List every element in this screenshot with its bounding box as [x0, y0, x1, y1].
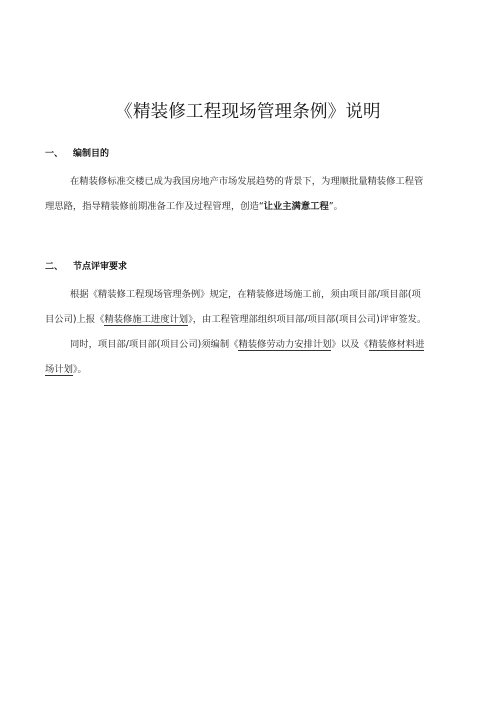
section-number: 一、 — [45, 149, 64, 159]
paragraph-line — [45, 194, 457, 219]
text-segment: 》。 — [72, 364, 87, 375]
section-number: 二、 — [45, 262, 64, 272]
paragraph-line — [45, 332, 457, 357]
text-segment: 在精装修标准交楼已成为我国房地产市场发展趋势的背景下，为理顺批量精装修工程管 — [70, 176, 424, 187]
section-title: 编制目的 — [73, 149, 110, 159]
paragraph-line — [45, 357, 457, 382]
text-segment: 》，由工程管理部组织项目部/项目部(项目公司)评审签发。 — [188, 314, 427, 325]
text-segment: 同时，项目部/项目部(项目公司)须编制《 — [70, 339, 239, 350]
section-title: 节点评审要求 — [73, 262, 128, 272]
section-paragraph-purpose — [45, 169, 457, 219]
text-segment: 》以及《 — [331, 339, 369, 350]
text-segment: ”。 — [328, 201, 343, 212]
plan-link-labor-arrangement[interactable]: 精装修劳动力安排计划 — [238, 339, 332, 350]
plan-link-construction-schedule[interactable]: 精装修施工进度计划 — [104, 314, 189, 325]
text-segment: 理思路，指导精装修前期准备工作及过程管理，创造“ — [45, 201, 264, 212]
document-title: 《精装修工程现场管理条例》说明 — [115, 102, 381, 122]
paragraph-line — [45, 307, 457, 332]
emphasis-text: 让业主满意工程 — [263, 201, 329, 212]
section-heading-review — [45, 259, 127, 272]
text-segment: 根据《精装修工程现场管理条例》规定，在精装修进场施工前，须由项目部/项目部(项 — [70, 289, 421, 300]
section-paragraph-review — [45, 282, 457, 382]
plan-link-material-entry-cont[interactable]: 场计划 — [45, 364, 73, 375]
paragraph-line — [45, 282, 457, 307]
section-heading-purpose — [45, 146, 109, 159]
text-segment: 目公司)上报《 — [45, 314, 105, 325]
plan-link-material-entry[interactable]: 精装修材料进 — [368, 339, 425, 350]
paragraph-line — [45, 169, 457, 194]
